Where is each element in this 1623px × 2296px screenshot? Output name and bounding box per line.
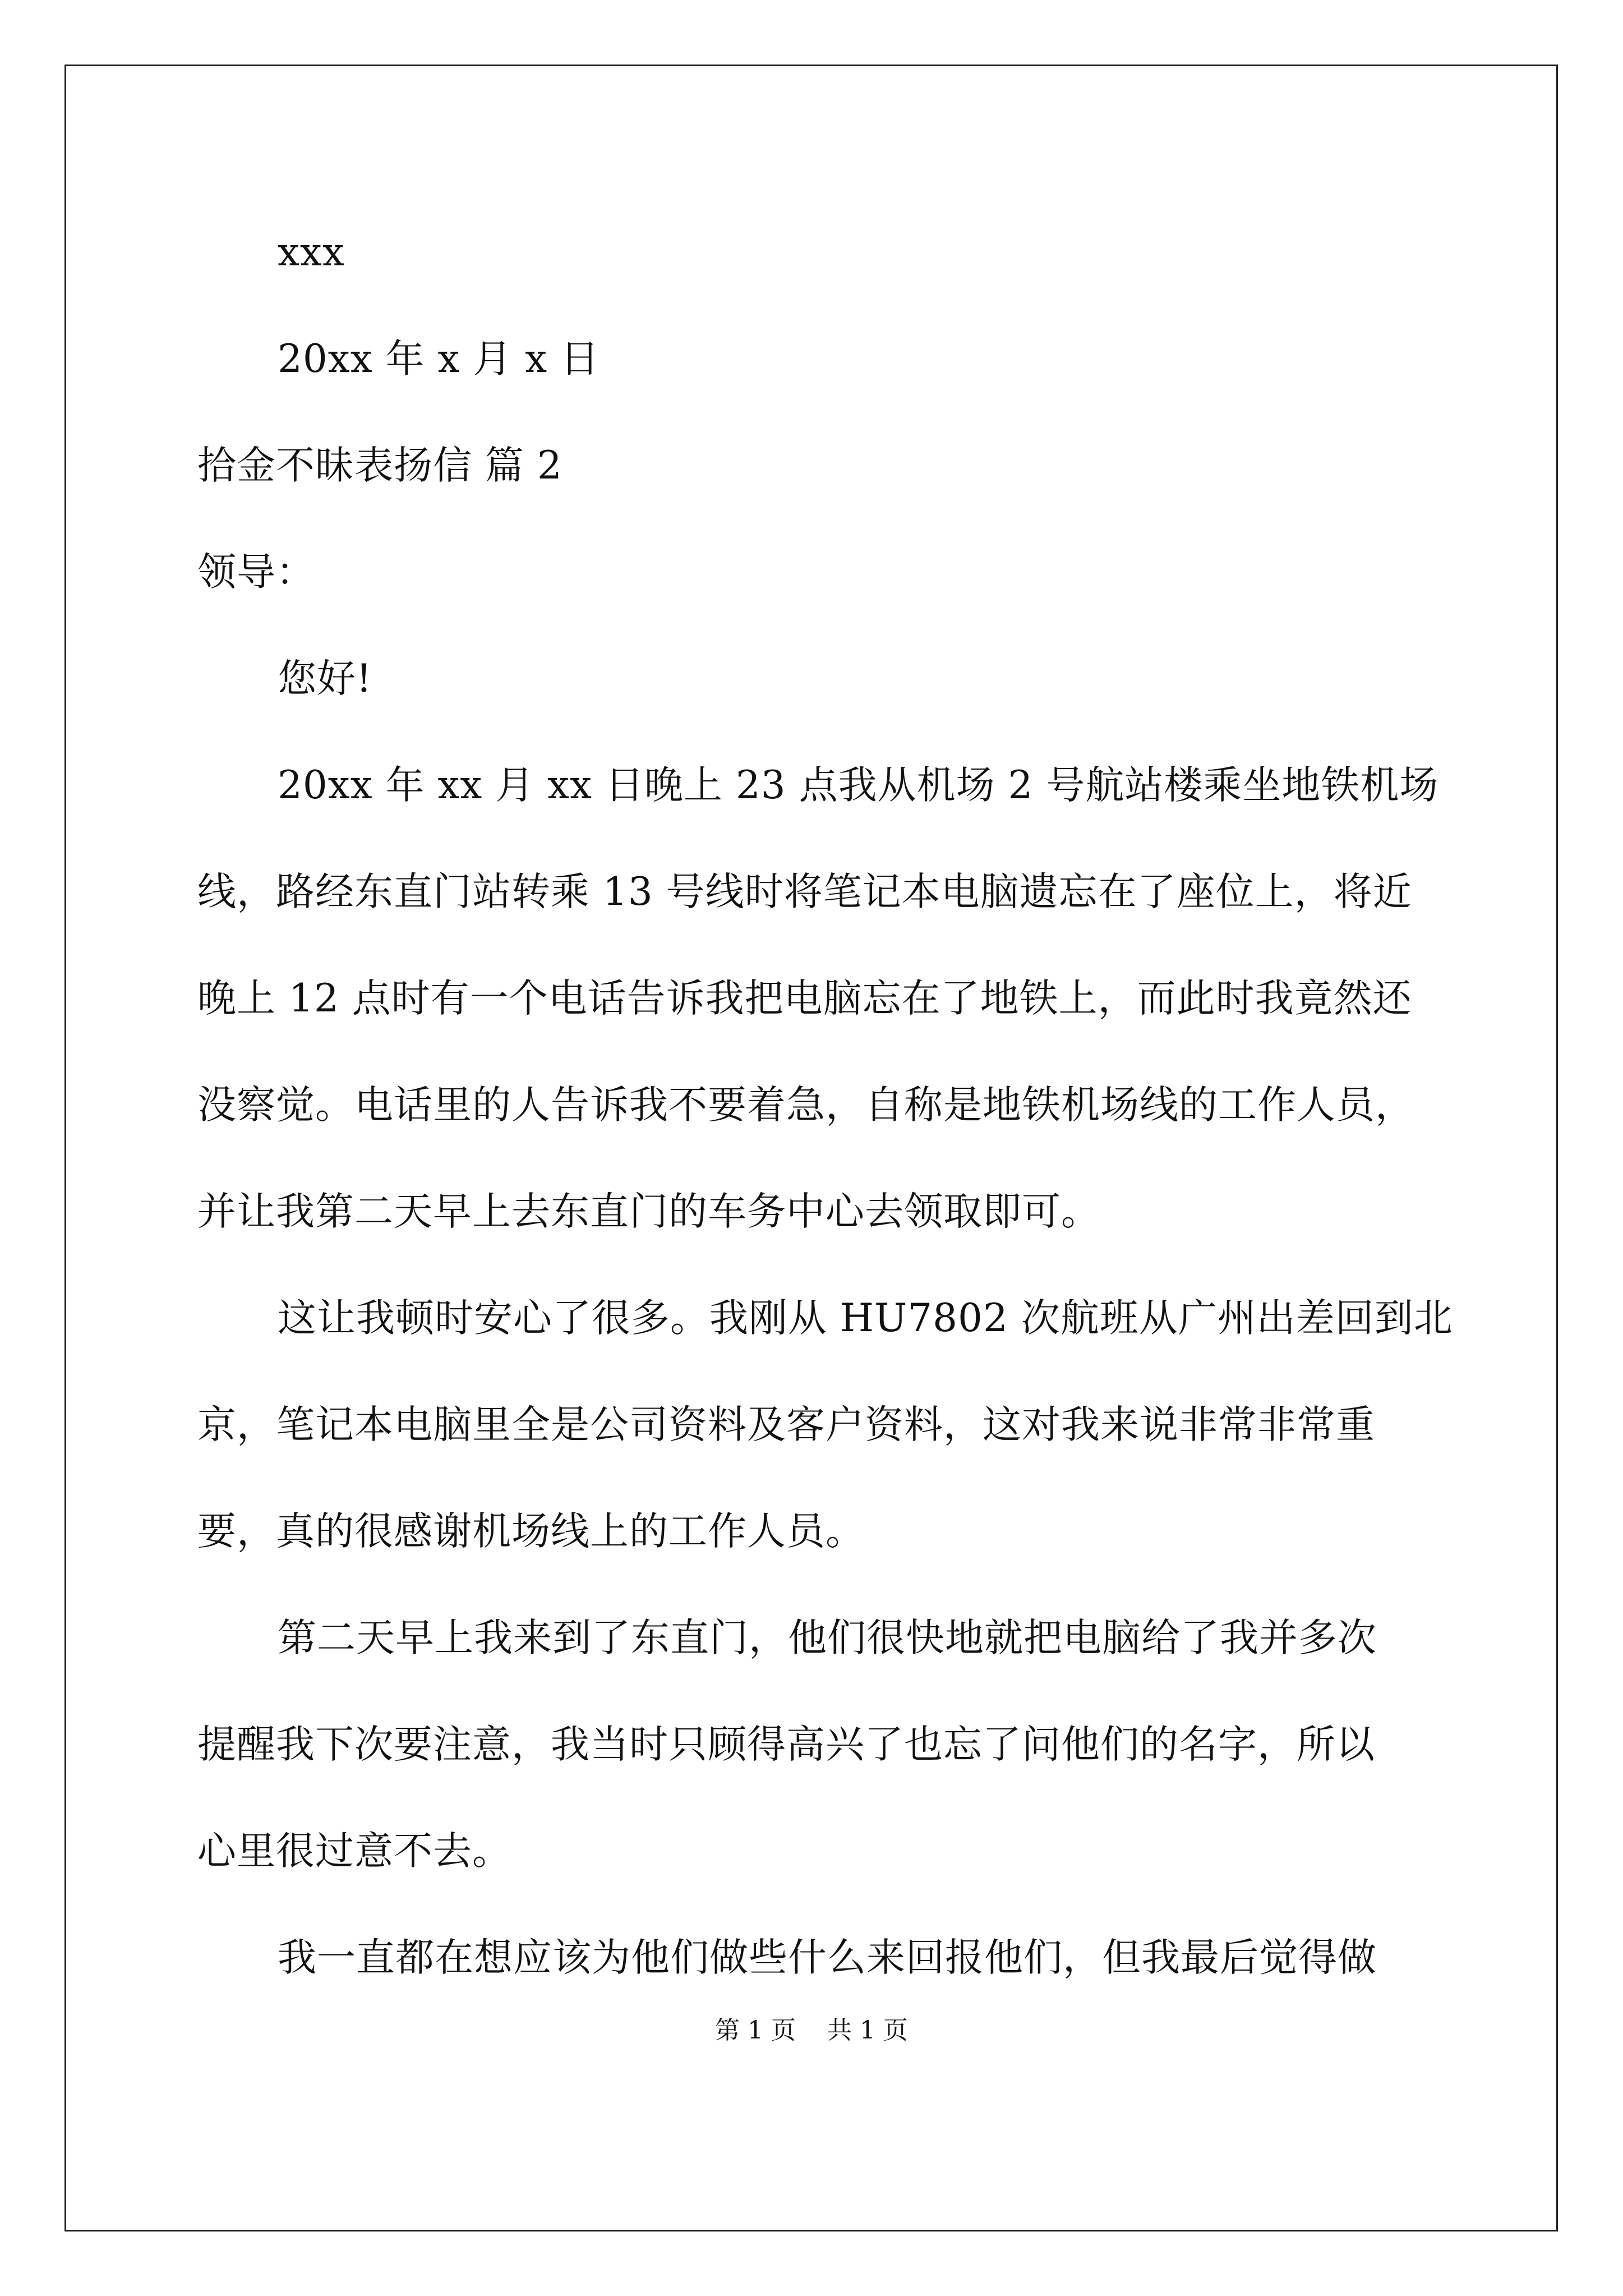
page-border (64, 65, 1558, 2231)
greeting: 您好! (278, 656, 372, 701)
paragraph-line: 这让我顿时安心了很多。我刚从 HU7802 次航班从广州出差回到北 (278, 1296, 1453, 1341)
paragraph-line: 心里很过意不去。 (197, 1829, 511, 1874)
paragraph-line: 晚上 12 点时有一个电话告诉我把电脑忘在了地铁上，而此时我竟然还 (197, 976, 1412, 1021)
paragraph-line: 京，笔记本电脑里全是公司资料及客户资料，这对我来说非常非常重 (197, 1402, 1375, 1447)
date-text: 20xx 年 x 月 x 日 (278, 337, 600, 381)
paragraph-line: 线，路经东直门站转乘 13 号线时将笔记本电脑遗忘在了座位上，将近 (197, 869, 1412, 914)
letter-heading: 拾金不昧表扬信 篇 2 (197, 443, 562, 488)
paragraph-line: 要，真的很感谢机场线上的工作人员。 (197, 1509, 865, 1554)
signature-text: xxx (278, 230, 345, 275)
page-footer: 第 1 页 共 1 页 (715, 2016, 908, 2045)
salutation: 领导： (197, 550, 315, 595)
paragraph-line: 20xx 年 xx 月 xx 日晚上 23 点我从机场 2 号航站楼乘坐地铁机场 (278, 763, 1439, 808)
paragraph-line: 我一直都在想应该为他们做些什么来回报他们，但我最后觉得做 (278, 1935, 1377, 1980)
paragraph-line: 没察觉。电话里的人告诉我不要着急，自称是地铁机场线的工作人员， (197, 1083, 1414, 1128)
paragraph-line: 并让我第二天早上去东直门的车务中心去领取即可。 (197, 1189, 1100, 1234)
paragraph-line: 第二天早上我来到了东直门，他们很快地就把电脑给了我并多次 (278, 1616, 1377, 1660)
paragraph-line: 提醒我下次要注意，我当时只顾得高兴了也忘了问他们的名字，所以 (197, 1722, 1375, 1767)
